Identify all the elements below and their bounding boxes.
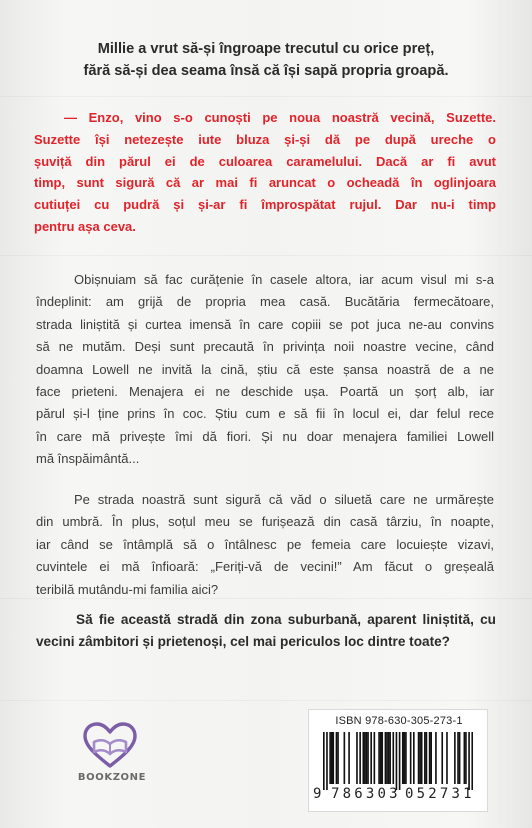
- barcode-guard-bar: [323, 732, 325, 790]
- barcode-guard-bar: [399, 732, 401, 790]
- excerpt-line: pentru așa ceva.: [34, 218, 136, 234]
- paragraph-line: îndeplinit: am grijă de propria mea casă. Bucătăria fermecătoare,: [36, 294, 494, 310]
- barcode-bar: [435, 732, 437, 784]
- barcode-bar: [359, 732, 361, 784]
- heart-book-icon: [82, 722, 138, 768]
- barcode-bar: [370, 732, 372, 784]
- paragraph-line: părul și-l ține prins în coc. Știu cum e să fii în locul ei, dar felul rece: [36, 406, 494, 422]
- excerpt-line: — Enzo, vino s-o cunoști pe noua noastră vecină, Suzette.: [64, 110, 496, 125]
- barcode-bar: [388, 732, 390, 784]
- blurb-paragraph-2: [36, 489, 494, 601]
- barcode-bar: [348, 732, 350, 784]
- wood-grain: [0, 96, 532, 97]
- barcode-bar: [405, 732, 407, 784]
- wood-grain: [0, 700, 532, 701]
- ean-first-digit: 9: [313, 786, 322, 802]
- book-excerpt: [34, 107, 496, 238]
- paragraph-line: cuvintele ei mă înfioară: „Feriți-vă de vecini!” Am făcut o greșeală: [36, 559, 494, 575]
- barcode-bar: [337, 732, 339, 784]
- barcode-guard-bar: [468, 732, 470, 790]
- barcode-bar: [356, 732, 358, 784]
- barcode-bar: [430, 732, 432, 784]
- paragraph-line: face prieteni. Menajera ei ne deschide ușa. Poartă un șorț alb, iar: [36, 384, 494, 400]
- barcode-bar: [441, 732, 443, 784]
- closing-question: [36, 609, 496, 654]
- barcode-bar: [364, 732, 366, 784]
- barcode-bar: [404, 732, 406, 784]
- barcode-bar: [385, 732, 387, 784]
- barcode-bar: [446, 732, 448, 784]
- publisher-logo: [70, 722, 154, 814]
- barcode-bar: [386, 732, 388, 784]
- excerpt-line: cutiuței cu pudră și și-ar fi împrospătat rujul. Dar nu-i timp: [34, 197, 496, 213]
- barcode-bar: [336, 732, 338, 784]
- barcode-bar: [392, 732, 394, 784]
- barcode-bar: [344, 732, 346, 784]
- paragraph-line: doamna Lowell ne invită la cină, știu că este șansa noastră de a ne: [36, 361, 494, 377]
- barcode-bar: [374, 732, 376, 784]
- paragraph-line: în care mă privește îmi dă fiori. Și nu doar menajera familiei Lowell: [36, 428, 494, 444]
- blurb-paragraph-1: [36, 269, 494, 471]
- tagline: [40, 38, 492, 82]
- barcode-bar: [402, 732, 404, 784]
- barcode-bar: [418, 732, 420, 784]
- barcode: [323, 732, 473, 790]
- paragraph-line: Obișnuiam să fac curățenie în casele altora, iar acum visul mi s-a: [74, 272, 494, 287]
- tagline-line: Millie a vrut să-și îngroape trecutul cu orice preț,: [97, 41, 435, 57]
- barcode-guard-bar: [326, 732, 328, 790]
- barcode-bar: [331, 732, 333, 784]
- barcode-bar: [464, 732, 466, 784]
- barcode-bar: [419, 732, 421, 784]
- barcode-bar: [426, 732, 428, 784]
- barcode-bar: [389, 732, 391, 784]
- barcode-guard-bar: [471, 732, 473, 790]
- barcode-guard-bar: [396, 732, 398, 790]
- barcode-bar: [410, 732, 412, 784]
- paragraph-line: mă înspăimântă...: [36, 451, 140, 467]
- barcode-bar: [424, 732, 426, 784]
- barcode-bar: [454, 732, 456, 784]
- publisher-name: BOOKZONE: [77, 772, 147, 783]
- paragraph-line: teribilă mutându-mi familia aici?: [36, 581, 219, 597]
- question-line: Să fie această stradă din zona suburbană, aparent liniștită, cu: [76, 612, 496, 627]
- paragraph-line: strada liniștită și curtea imensă în care copiii se pot juca ne-au convins: [36, 316, 494, 332]
- paragraph-line: din umbră. În plus, soțul meu se furișează din casă târziu, în noapte,: [36, 514, 494, 530]
- barcode-bar: [329, 732, 331, 784]
- excerpt-line: șuviță din părul ei de culoarea caramelului. Dacă ar fi avut: [34, 153, 496, 169]
- barcode-bar: [413, 732, 415, 784]
- barcode-bar: [457, 732, 459, 784]
- paragraph-line: Pe strada noastră sunt sigură că văd o siluetă care ne urmărește: [74, 492, 494, 507]
- paragraph-line: iar când se întâmplă să o întâlnesc pe femeia care locuiește vizavi,: [36, 536, 494, 552]
- barcode-bar: [459, 732, 461, 784]
- barcode-bar: [332, 732, 334, 784]
- excerpt-line: timp, sunt sigură că ar mai fi aruncat o ocheadă în oglinjoara: [34, 175, 496, 191]
- barcode-bar: [429, 732, 431, 784]
- excerpt-line: Suzette își netezește iute bluza și-și dă pe după ureche o: [34, 131, 496, 147]
- barcode-bar: [380, 732, 382, 784]
- barcode-bar: [366, 732, 368, 784]
- barcode-bar: [421, 732, 423, 784]
- paragraph-line: să ne mutăm. Deși sunt precaută în privința noii noastre vecine, când: [36, 339, 494, 355]
- ean-group-2: 052731: [405, 786, 475, 802]
- barcode-bar: [465, 732, 467, 784]
- tagline-line: fără să-și dea seama însă că își sapă propria groapă.: [83, 63, 449, 79]
- barcode-bar: [362, 732, 364, 784]
- wood-grain: [0, 255, 532, 256]
- barcode-bar: [378, 732, 380, 784]
- barcode-panel: [308, 709, 488, 812]
- barcode-bar: [367, 732, 369, 784]
- ean-group-1: 786303: [331, 786, 401, 802]
- isbn-label: ISBN 978-630-305-273-1: [335, 715, 463, 727]
- question-line: vecini zâmbitori și prietenoși, cel mai periculos loc dintre toate?: [36, 634, 450, 650]
- barcode-bar: [381, 732, 383, 784]
